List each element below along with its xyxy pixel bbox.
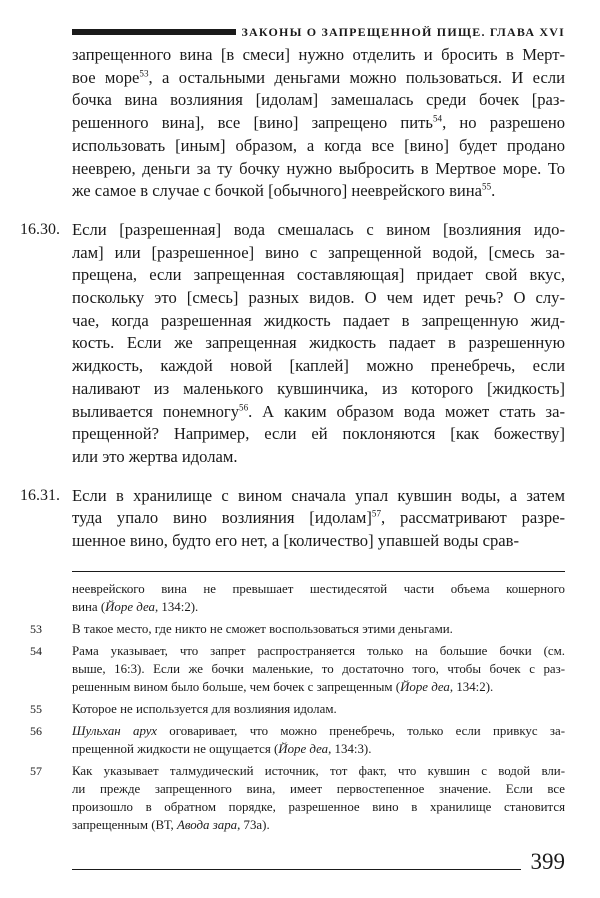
italic-title: Шульхан арух — [72, 723, 157, 738]
continuation-paragraph — [72, 44, 565, 203]
text-line — [72, 620, 565, 638]
text-line — [72, 67, 565, 90]
text-run: чае, когда разрешенная жидкость падает в запрещенную жид- — [72, 310, 565, 330]
footnote — [20, 762, 565, 834]
text-run: , 73а). — [237, 817, 270, 832]
text-line — [72, 332, 565, 355]
text-run: вое море — [72, 67, 140, 87]
text-line — [72, 310, 565, 333]
text-line — [72, 135, 565, 158]
text-run: выливается понемногу — [72, 401, 240, 421]
text-line — [72, 798, 565, 816]
text-run: нееврею, деньги за ту бочку нужно выбросить в Мертвое море. То — [72, 158, 565, 178]
text-run: запрещенного вина [в смеси] нужно отделить и бросить в Мерт- — [72, 45, 565, 64]
text-run: вина ( — [72, 599, 106, 614]
text-run: жидкость, каждой новой [каплей] можно пренебречь, если — [72, 356, 565, 376]
footnote-reference: 57 — [371, 508, 382, 519]
text-line — [72, 401, 565, 424]
text-line — [72, 762, 565, 780]
text-run: , но разрешено — [442, 113, 566, 133]
text-line — [72, 816, 565, 834]
section-number: 16.30. — [20, 220, 60, 238]
running-title: ЗАКОНЫ О ЗАПРЕЩЕННОЙ ПИЩЕ. ГЛАВА XVI — [241, 25, 565, 39]
text-run: . — [491, 181, 496, 201]
text-line — [72, 89, 565, 112]
text-run: произошло в обратном порядке, разрешенное вино в хранилище становится — [72, 799, 565, 814]
text-line — [72, 423, 565, 446]
footnote — [20, 642, 565, 696]
footnote-number: 54 — [30, 643, 42, 658]
text-run: прещенной? Например, если ей поклоняются [как божеству] — [72, 424, 565, 444]
text-run: Если [разрешенная] вода смешалась с вином [возлияния идо- — [72, 219, 565, 239]
italic-title: Йоре деа — [400, 679, 450, 694]
text-run: . А каким образом вода может стать за- — [248, 401, 566, 421]
text-line — [72, 264, 565, 287]
section-row — [20, 485, 565, 553]
text-run: использовать [иным] образом, а когда все [вино] будет продано — [72, 135, 565, 155]
running-header — [72, 22, 565, 42]
text-run: Если в хранилище с вином сначала упал кувшин воды, а затем — [72, 485, 565, 505]
section-row — [20, 219, 565, 469]
footnote — [20, 620, 565, 638]
section-16-30 — [72, 219, 565, 469]
footnote-text — [72, 620, 565, 638]
text-run: , а остальными деньгами можно пользоваться. И если — [148, 67, 565, 87]
text-run: Как указывает талмудический источник, тот факт, что кувшин с водой вли- — [72, 763, 565, 778]
text-line — [72, 355, 565, 378]
text-line — [72, 530, 565, 553]
text-run: прещенной жидкости не ощущается ( — [72, 741, 279, 756]
text-line — [72, 287, 565, 310]
footnote — [20, 722, 565, 758]
footer-rule — [72, 869, 521, 870]
text-run: Рама указывает, что запрет распространяется только на большие бочки (см. — [72, 643, 565, 658]
italic-title: Авода зара — [176, 817, 238, 832]
text-run: же самое в случае с бочкой [обычного] нееврейского вина — [72, 181, 483, 201]
footnotes — [20, 580, 565, 834]
text-line — [72, 678, 565, 696]
section-number: 16.31. — [20, 486, 60, 504]
text-run: оговаривает, что можно пренебречь, только если привкус за- — [157, 723, 565, 738]
text-line — [72, 642, 565, 660]
text-run: поскольку это [смесь] разных видов. О чем идет речь? О слу- — [72, 288, 565, 308]
text-line — [72, 740, 565, 758]
text-run: запрещенным (ВТ, — [72, 817, 177, 832]
text-run: нееврейского вина не превышает шестидесятой части объема кошерного — [72, 581, 565, 596]
page-footer — [72, 848, 565, 876]
page — [20, 22, 565, 834]
footnote-reference: 56 — [239, 402, 249, 413]
footnote-text — [72, 642, 565, 696]
text-line — [72, 780, 565, 798]
footnote-reference: 54 — [432, 113, 443, 124]
text-line — [72, 485, 565, 508]
text-run: бочка вина возлияния [идолам] замешалась среди бочек [раз- — [72, 90, 565, 110]
footnote-text — [72, 700, 565, 718]
text-line — [72, 660, 565, 678]
footnote — [20, 700, 565, 718]
header-decorative-bar — [72, 29, 236, 35]
italic-title: Йоре деа — [105, 599, 155, 614]
text-run: В такое место, где никто не сможет воспользоваться этими деньгами. — [72, 621, 453, 636]
text-run: решенного вина], все [вино] запрещено пить — [72, 113, 433, 133]
footnote-text — [72, 722, 565, 758]
text-run: лам] или [разрешенное] вино с запрещенной водой, [смесь за- — [72, 242, 565, 262]
text-run: ли прежде запрещенного вина, имеет первостепенное значение. Если все — [72, 781, 565, 796]
text-run: , 134:2). — [449, 679, 494, 694]
text-line — [72, 722, 565, 740]
text-run: или это жертва идолам. — [72, 446, 238, 466]
text-run: прещена, если запрещенная составляющая] придает свой вкус, — [72, 265, 565, 285]
text-line — [72, 112, 565, 135]
text-line — [72, 219, 565, 242]
text-run: решенным вином было больше, чем бочек с запрещенным ( — [72, 679, 401, 694]
text-run: туда упало вино возлияния [идолам] — [72, 508, 372, 528]
text-run: шенное вино, будто его нет, а [количество] упавшей воды срав- — [72, 531, 519, 551]
footnote — [20, 580, 565, 616]
text-line — [72, 242, 565, 265]
text-line — [72, 378, 565, 401]
footnote-text — [72, 580, 565, 616]
italic-title: Йоре деа — [278, 741, 329, 756]
text-run: , 134:2). — [154, 599, 199, 614]
text-run: Которое не используется для возлияния идолам. — [72, 701, 337, 716]
footnote-reference: 55 — [482, 181, 492, 192]
footnote-separator — [72, 571, 565, 572]
text-run: , 134:3). — [328, 741, 372, 756]
footnote-number: 57 — [30, 763, 42, 778]
text-line — [72, 580, 565, 598]
text-line — [72, 180, 565, 203]
section-16-31 — [72, 485, 565, 553]
text-line — [72, 44, 565, 67]
footnote-number: 55 — [30, 701, 42, 716]
footnote-number: 56 — [30, 723, 42, 738]
text-line — [72, 446, 565, 469]
text-run: кость. Если же запрещенная жидкость падает в разрешенную — [72, 333, 565, 353]
continuation-row — [20, 44, 565, 203]
page-number: 399 — [530, 849, 565, 874]
text-run: выше, 16:3). Если же бочки маленькие, то достаточно того, чтобы бочек с раз- — [72, 661, 565, 676]
footnote-reference: 53 — [139, 68, 149, 79]
text-run: наливают из маленького кувшинчика, из которого [жидкость] — [72, 378, 565, 398]
footnote-text — [72, 762, 565, 834]
text-line — [72, 700, 565, 718]
text-line — [72, 158, 565, 181]
text-line — [72, 598, 565, 616]
footnote-number: 53 — [30, 621, 42, 636]
text-line — [72, 507, 565, 530]
text-run: , рассматривают разре- — [381, 508, 566, 528]
